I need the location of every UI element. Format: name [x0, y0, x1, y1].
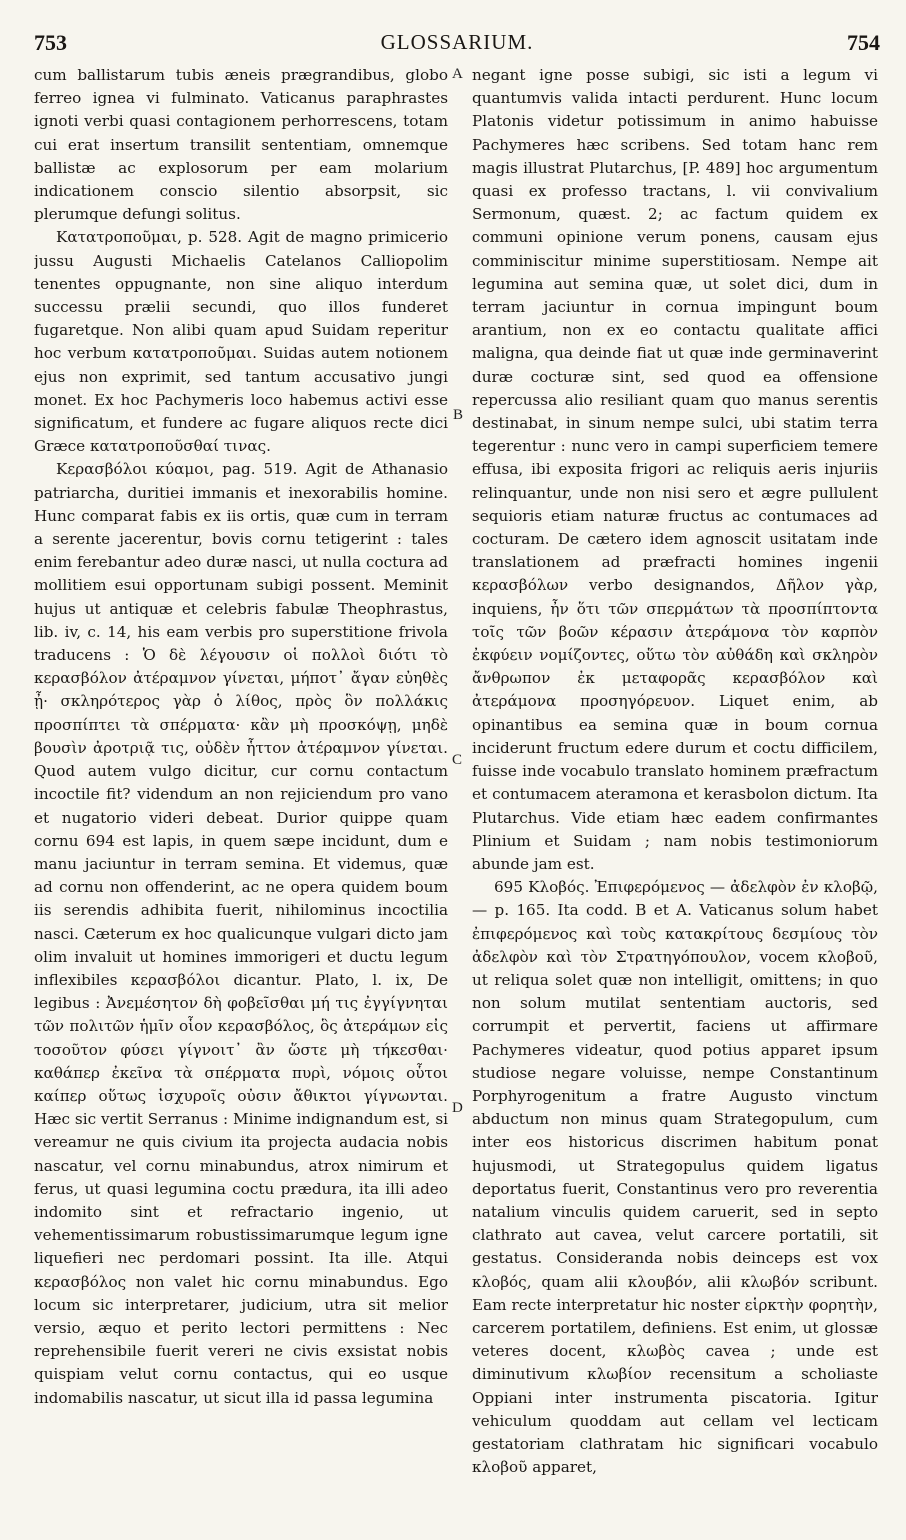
margin-marker-b: B — [453, 407, 464, 423]
left-paragraph: cum ballistarum tubis æneis prægrandibus, globo ferreo ignea vi fulminato. Vaticanus paraphrastes ignoti verbi quasi contagionem perhorrescens, totam cui erat insertum transilit sententiam, omnemque ballistæ ac explosorum per eam molarium indicationem conscio silentio absorpsit, sic plerumque defungi solitus. — [34, 66, 448, 224]
margin-marker-d: D — [452, 1100, 463, 1116]
page-number-left: 753 — [34, 30, 67, 55]
margin-marker-c: C — [452, 752, 463, 768]
left-paragraph: Κερασβόλοι κύαμοι, pag. 519. Agit de Athanasio patriarcha, duritiei immanis et inexorabilis homine. Hunc comparat fabis ex iis ortis, quæ cum in terram a serente jacerentur, bovis cornu tetigerint : tales enim ferebantur adeo duræ nasci, ut nulla coctura ad mollitiem esui opportunam subigi possent. Meminit hujus ut antiquæ et celebris fabulæ Theophrastus, lib. iv, c. 14, his eam verbis pro superstitione frivola traducens : Ὁ δὲ λέγουσιν οἱ πολλοὶ διότι τὸ κερασβόλον ἀτέραμνον γίνεται, μήποτ᾽ ἄγαν εὐηθὲς ᾖ· σκληρότερος γὰρ ὁ λίθος, πρὸς ὃν πολλάκις προσπίπτει τὰ σπέρματα· κἂν μὴ προσκόψῃ, μηδὲ βουσὶν ἀροτριᾷ τις, οὐδὲν ἧττον ἀτέραμνον γίνεται. Quod autem vulgo dicitur, cur cornu contactum incoctile fit? videndum an non rejiciendum pro vano et nugatorio videri debeat. Durior quippe quam cornu 694 est lapis, in quem sæpe incidunt, dum e manu jaciuntur in terram semina. Et videmus, quæ ad cornu non offenderint, ac ne opera quidem boum iis serendis adhibita fuerit, nihilominus incoctilia nasci. Cæterum ex hoc qualicunque vulgari dicto jam olim invaluit ut homines immorigeri et ductu legum inflexibiles κερασβόλοι dicantur. Plato, l. ix, De legibus : Ἀνεμέσητον δὴ φοβεῖσθαι μή τις ἐγγίγνηται τῶν πολιτῶν ἡμῖν οἷον κερασβόλος, ὃς ἀτεράμων εἰς τοσοῦτον φύσει γίγνοιτ᾽ ἂν ὥστε μὴ τήκεσθαι· καθάπερ ἐκεῖνα τὰ σπέρματα πυρὶ, νόμοις οὗτοι καίπερ οὕτως ἰσχυροῖς οὐσιν ἄθικτοι γίγνωνται. Hæc sic vertit Serranus : Minime indignandum est, si vereamur ne quis civium ita projecta audacia nobis nascatur, vel cornu minabundus, atrox nimirum et ferus, ut quasi legumina coctu prædura, ita illi adeo indomito sint et refractario ingenio, ut vehementissimarum robustissimarumque legum igne liquefieri nec perdomari possint. Ita ille. Atqui κερασβόλος non valet hic cornu minabundus. Ego locum sic interpretarer, judicium, utra sit melior versio, æquo et perito lectori permittens : Nec reprehensibile fuerit vereri ne civis exsistat nobis quispiam velut cornu contactus, qui eo usque indomabilis nascatur, ut sicut illa id passa legumina — [34, 460, 448, 1407]
page-number-right: 754 — [847, 30, 880, 55]
right-paragraph: negant igne posse subigi, sic isti a legum vi quantumvis valida intacti perdurent. Hunc locum Platonis videtur potissimum in animo habuisse Pachymeres hæc scribens. Sed totam hanc rem magis illustrat Plutarchus, [P. 489] hoc argumentum quasi ex professo tractans, l. vii convivalium Sermonum, quæst. 2; ac factum quidem ex communi opinione verum ponens, causam ejus comminiscitur minime superstitiosam. Nempe ait legumina aut semina quæ, ut solet dici, dum in terram jaciuntur in cornua impingunt boum arantium, non ex eo contactu qualitate affici maligna, qua deinde fiat ut quæ inde germinaverint duræ cocturæ sint, sed quod ea offensione repercussa alio resiliant quam quo manus serentis destinabat, in sinum nempe sulci, ubi statim terra tegerentur : nunc vero in campi superficiem temere effusa, ibi exposita frigori ac reliquis aeris injuriis relinquantur, unde non nisi sero et ægre pullulent sequioris etiam naturæ fructus ac contumaces ad cocturam. De cætero idem agnoscit usitatam inde translationem ad præfracti homines ingenii κερασβόλων verbo designandos, Δῆλον γὰρ, inquiens, ἦν ὅτι τῶν σπερμάτων τὰ προσπίπτοντα τοῖς τῶν βοῶν κέρασιν ἀτεράμονα τὸν καρπὸν ἐκφύειν νομίζοντες, οὕτω τὸν αὐθάδη καὶ σκληρὸν ἄνθρωπον ἐκ μεταφορᾶς κερασβόλον καὶ ἀτεράμονα προσηγόρευον. Liquet enim, ab opinantibus ea semina quæ in boum cornua inciderunt fructum edere durum et coctu difficilem, fuisse inde vocabulo translato hominem præfractum et contumacem ateramona et kerasbolon dictum. Ita Plutarchus. Vide etiam hæc eadem confirmantes Plinium et Suidam ; nam nobis testimoniorum abunde jam est. — [472, 66, 878, 873]
right-paragraph: 695 Κλοβός. Ἐπιφερόμενος — ἀδελφὸν ἐν κλοβῷ, — p. 165. Ita codd. B et A. Vaticanus solum habet ἐπιφερόμενος καὶ τοὺς κατακρίτους δεσμίους τὸν ἀδελφὸν καὶ τὸν Στρατηγόπουλον, vocem κλοβοῦ, ut reliqua solet quæ non intelligit, omittens; in quo non solum mutilat sententiam auctoris, sed corrumpit et pervertit, faciens ut affirmare Pachymeres videatur, quod potius apparet ipsum studiose negare voluisse, nempe Constantinum Porphyrogenitum a fratre Augusto vinctum abductum non minus quam Strategopulum, cum inter eos historicus discrimen habitum ponat hujusmodi, ut Strategopulus quidem ligatus deportatus fuerit, Constantinus vero pro reverentia natalium vinculis quidem caruerit, sed in septo clathrato aut cavea, velut carcere portatili, sit gestatus. Consideranda nobis deinceps est vox κλοβός, quam alii κλουβόν, alii κλωβόν scribunt. Eam recte interpretatur hic noster εἱρκτὴν φορητὴν, carcerem portatilem, definiens. Est enim, ut glossæ veteres docent, κλωβὸς cavea ; unde est diminutivum κλωβίον recensitum a scholiaste Oppiani inter instrumenta piscatoria. Igitur vehiculum quoddam aut cellam vel lecticam gestatoriam clathratam hic significari vocabulo κλοβοῦ apparet, — [472, 878, 878, 1477]
left-column — [34, 64, 448, 1534]
margin-marker-a: A — [452, 66, 463, 82]
left-paragraph: Κατατροποῦμαι, p. 528. Agit de magno primicerio jussu Augusti Michaelis Catelanos Calliopolim tenentes oppugnante, non sine aliquo interdum successu prælii secundi, quo illos funderet fugaretque. Non alibi quam apud Suidam reperitur hoc verbum κατατροποῦμαι. Suidas autem notionem ejus non exprimit, sed tantum accusativo jungi monet. Ex hoc Pachymeris loco habemus activi esse significatum, et fundere ac fugare aliquos recte dici Græce κατατροποῦσθαί τινας. — [34, 228, 448, 456]
right-column — [472, 64, 878, 1534]
running-title: GLOSSARIUM. — [380, 30, 534, 54]
page-header — [34, 30, 880, 58]
